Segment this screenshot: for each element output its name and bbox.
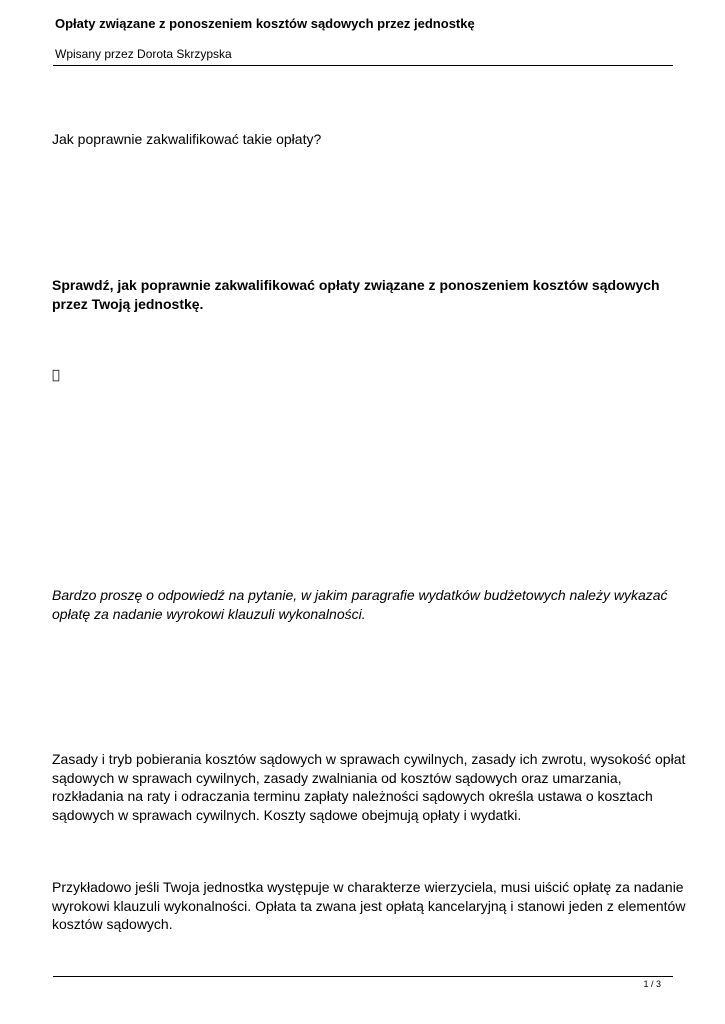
question-paragraph: Jak poprawnie zakwalifikować takie opłaty? [52,131,322,147]
lead-paragraph: Sprawdź, jak poprawnie zakwalifikować opłaty związane z ponoszeniem kosztów sądowych przez Twoją jednostkę. [52,277,660,312]
rules-paragraph: Zasady i tryb pobierania kosztów sądowych w sprawach cywilnych, zasady ich zwrotu, wysokość opłat sądowych w sprawach cywilnych, zasady zwalniania od kosztów sądowych oraz umarzania, rozkładania na raty i odraczania terminu zapłaty należności sądowych określa ustawa o kosztach sądowych w sprawach cywilnych. Koszty sądowe obejmują opłaty i wydatki. [52,751,686,823]
missing-glyph-icon [52,367,692,386]
header-divider [53,65,673,66]
example-paragraph: Przykładowo jeśli Twoja jednostka występuje w charakterze wierzyciela, musi uiścić opłatę za nadanie wyrokowi klauzuli wykonalności. Opłata ta zwana jest opłatą kancelaryjną i stanowi jeden z elementów kosztów sądowych. [52,879,686,932]
author-line: Wpisany przez Dorota Skrzypska [55,47,232,61]
footer-divider [53,976,673,977]
document-title: Opłaty związane z ponoszeniem kosztów sądowych przez jednostkę [55,16,475,31]
reader-question-paragraph: Bardzo proszę o odpowiedź na pytanie, w jakim paragrafie wydatków budżetowych należy wykazać opłatę za nadanie wyrokowi klauzuli wykonalności. [52,587,668,622]
page-number: 1 / 3 [643,979,661,989]
